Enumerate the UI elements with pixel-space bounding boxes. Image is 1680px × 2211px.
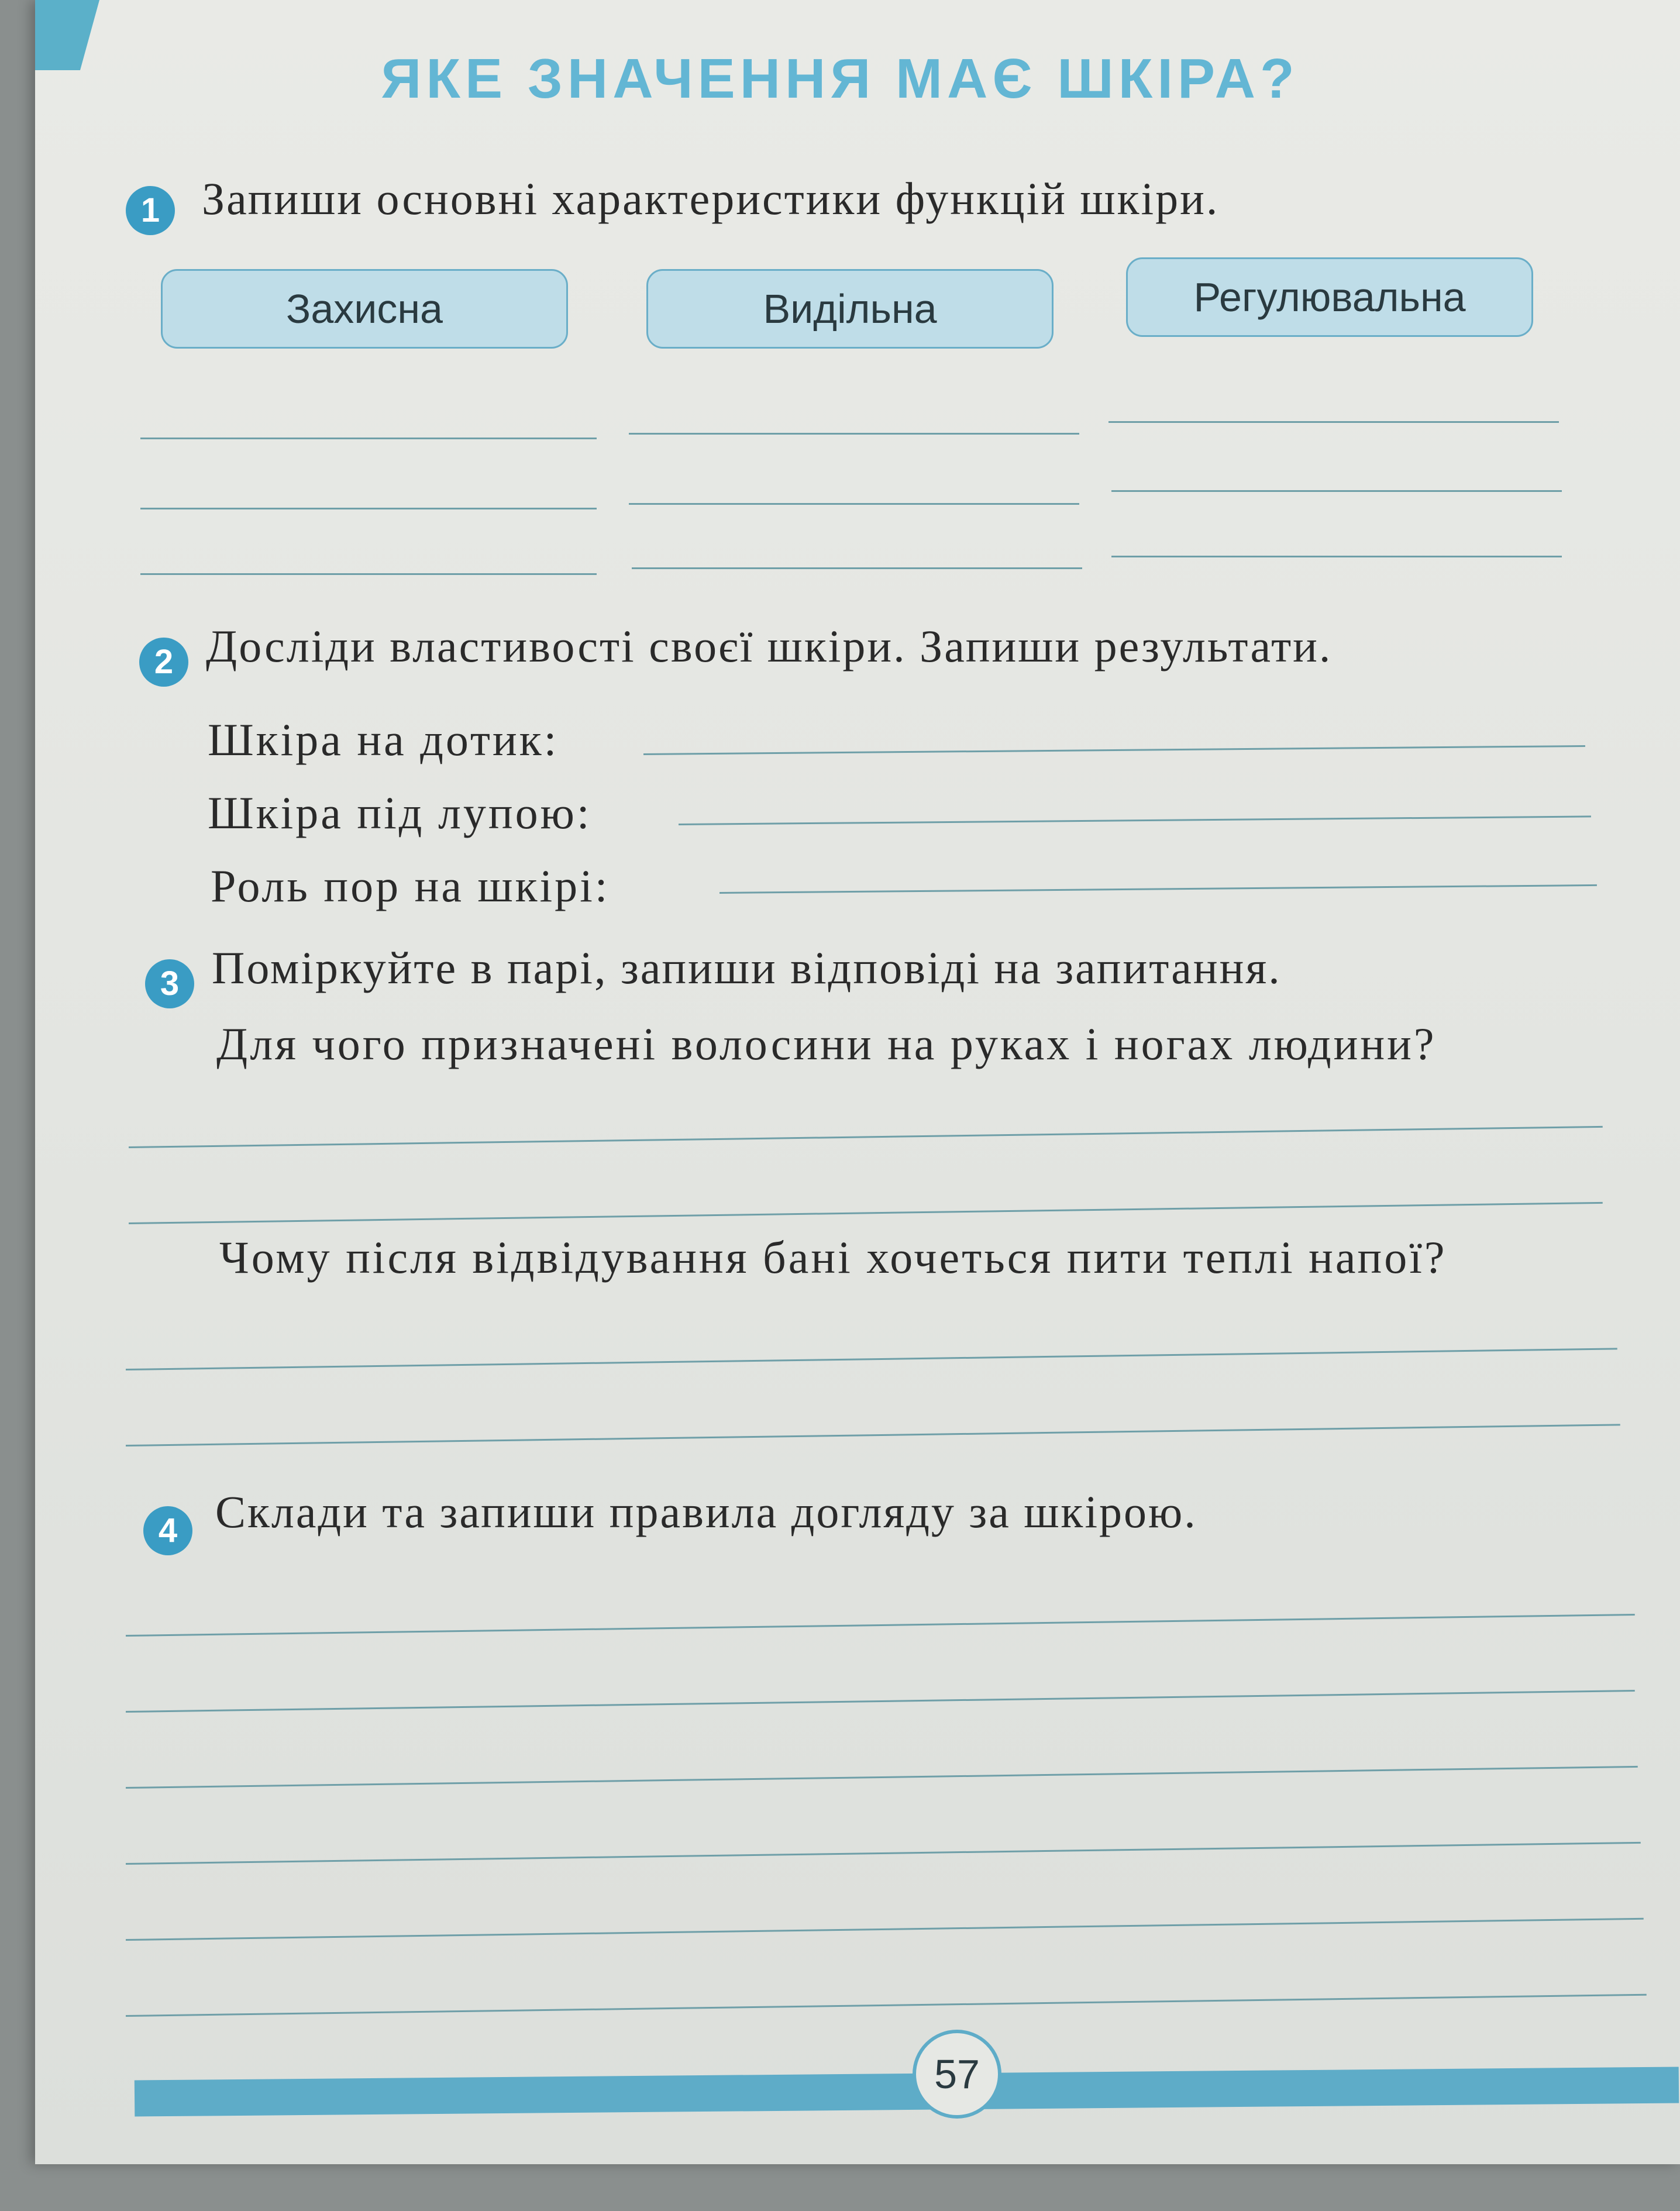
task-4-badge: 4 — [143, 1506, 192, 1555]
task-2-badge: 2 — [139, 638, 188, 687]
task-1-badge: 1 — [126, 186, 175, 235]
function-pill-excretory: Видільна — [646, 269, 1054, 349]
function-pill-regulatory: Регулювальна — [1126, 257, 1533, 337]
property-label-touch: Шкіра на дотик: — [208, 714, 559, 765]
function-pill-protective: Захисна — [161, 269, 568, 349]
answer-line[interactable] — [1108, 421, 1559, 423]
page-number: 57 — [913, 2030, 1001, 2119]
answer-line[interactable] — [140, 438, 597, 439]
answer-line[interactable] — [629, 503, 1079, 505]
question-bath: Чому після відвідування бані хочеться пити теплі напої? — [219, 1232, 1447, 1283]
question-hair: Для чого призначені волосини на руках і ногах людини? — [216, 1018, 1437, 1069]
page-title: ЯКЕ ЗНАЧЕННЯ МАЄ ШКІРА? — [381, 47, 1299, 110]
answer-line[interactable] — [1111, 556, 1562, 557]
answer-line[interactable] — [140, 508, 597, 509]
task-4-text: Склади та запиши правила догляду за шкірою. — [215, 1486, 1197, 1537]
task-3-text: Поміркуйте в парі, запиши відповіді на запитання. — [212, 942, 1282, 993]
answer-line[interactable] — [140, 573, 597, 575]
task-1-text: Запиши основні характеристики функцій шкіри. — [202, 173, 1220, 224]
answer-line[interactable] — [1111, 490, 1562, 492]
property-label-magnifier: Шкіра під лупою: — [208, 787, 592, 838]
answer-line[interactable] — [629, 433, 1079, 435]
property-label-pores: Роль пор на шкірі: — [211, 860, 610, 911]
task-3-badge: 3 — [145, 959, 194, 1008]
task-2-text: Досліди властивості своєї шкіри. Запиши результати. — [206, 621, 1333, 671]
answer-line[interactable] — [632, 567, 1082, 569]
